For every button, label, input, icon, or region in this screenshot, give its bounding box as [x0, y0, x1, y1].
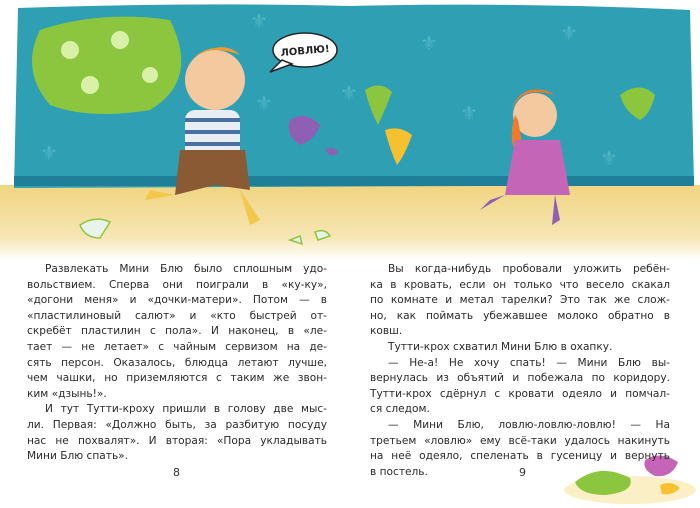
left-page-text	[27, 262, 327, 465]
text-line: Вы когда-нибудь пробовали уложить ребён-	[388, 263, 670, 275]
text-line: нас не похвалят». И вторая: «Пора укладывать	[27, 434, 327, 447]
text-line: в постель.	[370, 465, 428, 478]
text-line: тает — не летает» с чайным сервизом на де-	[27, 340, 327, 353]
text-line: ся следом.	[370, 403, 430, 416]
text-line: скребёт пластилин с пола». И наконец, в «ле-	[27, 325, 327, 338]
text-line: сять персон. Оказалось, блюдца летают лучше,	[27, 356, 327, 369]
svg-text:⚜: ⚜	[250, 9, 268, 33]
text-line: «догони меня» и «дочки-матери». Потом — в	[27, 294, 327, 307]
page-number-right: 9	[519, 466, 526, 479]
text-line: — Не-а! Не хочу спать! — Мини Блю вы-	[388, 356, 670, 369]
svg-text:⚜: ⚜	[460, 101, 478, 125]
right-page-text	[370, 262, 670, 480]
text-line: Тутти-крох схватил Мини Блю в охапку.	[388, 340, 613, 353]
svg-text:⚜: ⚜	[600, 146, 618, 170]
text-line: Тутти-крох сдёрнул с кровати одеяло и помчал-	[370, 387, 670, 400]
text-line: ким «дзынь!».	[27, 387, 107, 400]
text-line: И тут Тутти-кроху пришли в голову две мыс-	[45, 403, 327, 416]
text-line: Мини Блю спать».	[27, 450, 129, 463]
svg-text:⚜: ⚜	[420, 31, 438, 55]
text-line: ли. Первая: «Должно быть, за разбитую посуду	[27, 418, 327, 431]
text-line: но, как поймать убежавшее молоко обратно в	[370, 309, 670, 322]
text-line: вольствием. Сперва они поиграли в «ку-ку»,	[27, 278, 327, 291]
text-line: «пластилиновый салют» и «кто быстрей от-	[27, 309, 327, 322]
text-line: на неё одеяло, спеленать в гусеницу и вернуть	[370, 450, 670, 463]
text-line: вернулась из объятий и побежала по коридору.	[370, 372, 670, 385]
page-number-left: 8	[173, 466, 180, 479]
text-line: ковш.	[370, 325, 403, 338]
svg-text:⚜: ⚜	[560, 21, 578, 45]
skirting	[14, 176, 694, 186]
svg-text:⚜: ⚜	[255, 91, 273, 115]
svg-text:⚜: ⚜	[40, 141, 58, 165]
text-line: Развлекать Мини Блю было сплошным удо-	[45, 263, 327, 275]
text-line: по комнате и метал тарелки? Это так же слож-	[370, 294, 670, 307]
speech-bubble-text: ЛОВЛЮ!	[280, 43, 331, 60]
text-line: третьем «ловлю» ему всё-таки удалось накинуть	[370, 434, 670, 447]
text-line: ка в кровать, если он только что весело скакал	[370, 278, 670, 291]
text-line: чем чашки, но приземляются с таким же звон-	[27, 372, 327, 385]
text-line: — Мини Блю, ловлю-ловлю-ловлю! — На	[388, 418, 670, 431]
pillow-icon	[32, 17, 181, 114]
svg-text:⚜: ⚜	[340, 81, 358, 105]
